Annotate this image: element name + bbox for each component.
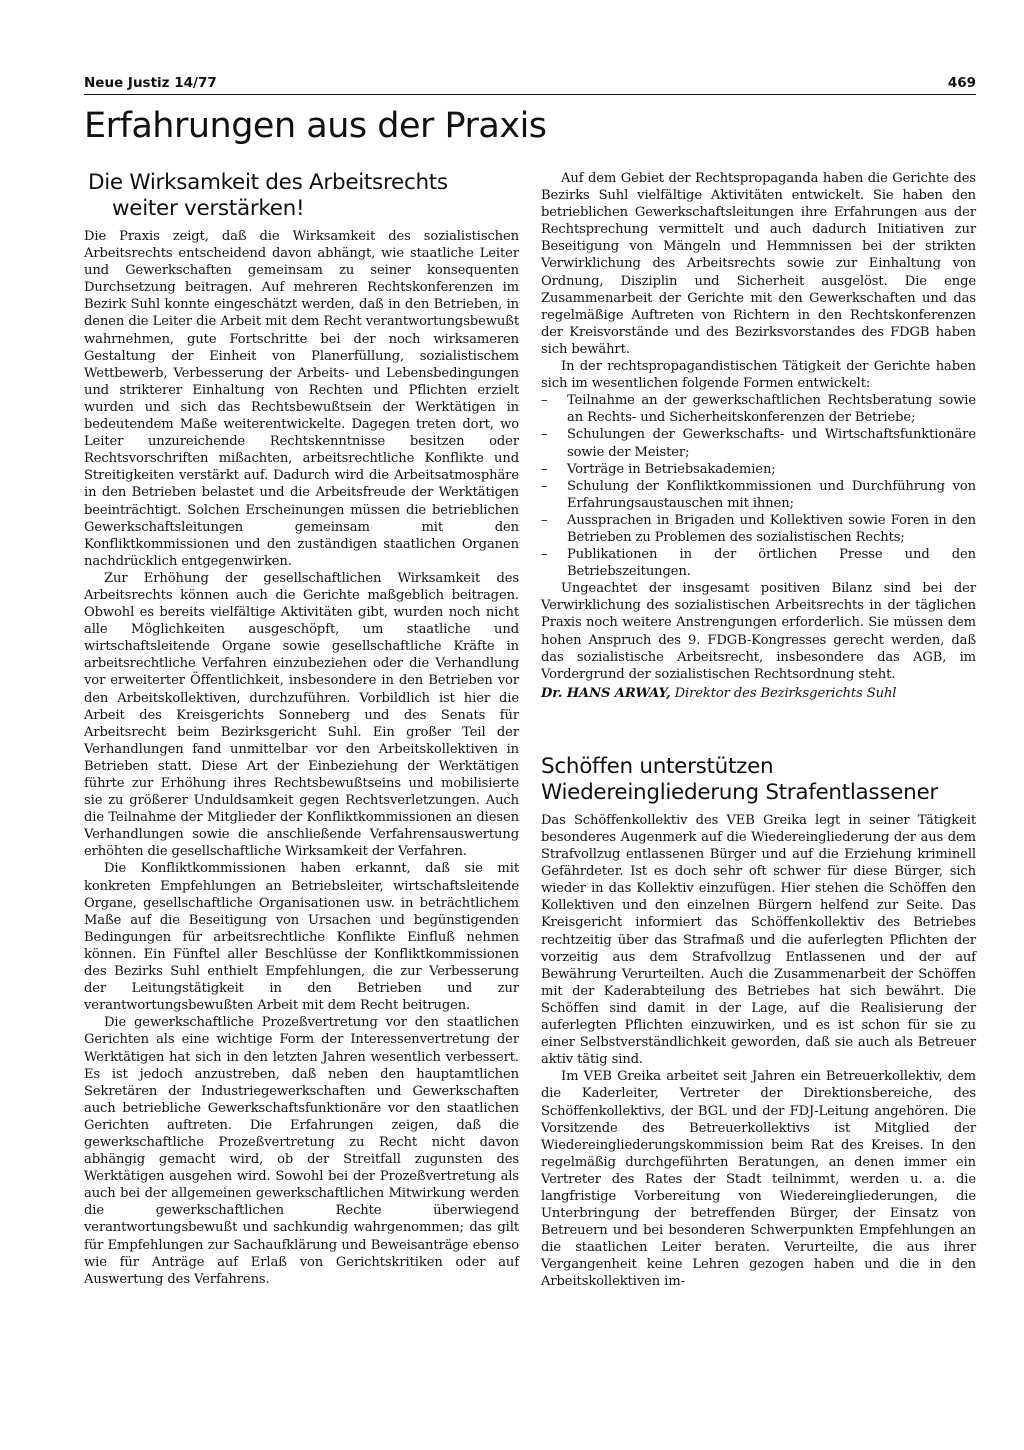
article1-signature bbox=[541, 685, 976, 702]
article-separator bbox=[541, 702, 976, 754]
article1-paragraph-5: Auf dem Gebiet der Rechtspropaganda haben die Gerichte des Bezirks Suhl vielfältige Aktivitäten entwickelt. Sie haben den betrieblichen Gewerkschaftsleitungen ihre Erfahrungen aus der Rechtsprechung vermittelt und auch dadurch Initiativen zur Beseitigung von Mängeln und Hemmnissen bei der strikten Verwirklichung des Arbeitsrechts sowie zur Einhaltung von Ordnung, Disziplin und Sicherheit ausgelöst. Die enge Zusammenarbeit der Gerichte mit den Gewerkschaften und das regelmäßige Auftreten von Richtern in den Rechtskonferenzen der Kreisvorstände und des Bezirksvorstandes des FDGB haben sich bewährt. bbox=[541, 171, 976, 357]
article2-headline-line1: Schöffen unterstützen bbox=[541, 753, 774, 779]
article1-paragraph-6: In der rechtspropagandistischen Tätigkeit der Gerichte haben sich im wesentlichen folgende Formen entwickelt: bbox=[541, 359, 976, 392]
section-title: Erfahrungen aus der Praxis bbox=[84, 106, 547, 146]
page-header bbox=[84, 72, 976, 95]
right-column bbox=[541, 170, 976, 1291]
list-item: – Schulungen der Gewerkschafts- und Wirtschaftsfunktionäre sowie der Meister; bbox=[541, 426, 976, 460]
author-role: Direktor des Bezirksgerichts Suhl bbox=[674, 685, 897, 701]
article2-headline bbox=[541, 754, 976, 806]
article1-headline bbox=[84, 170, 519, 222]
article1-headline-line2: weiter verstärken! bbox=[112, 196, 305, 221]
author-name: Dr. HANS ARWAY, bbox=[541, 685, 671, 701]
article1-paragraph-1: Die Praxis zeigt, daß die Wirksamkeit des sozialistischen Arbeitsrechts entscheidend davon abhängt, wie staatliche Leiter und Gewerkschaften gemeinsam zu seiner konsequenten Durchsetzung beitragen. Auf mehreren Rechtskonferenzen im Bezirk Suhl konnte eingeschätzt werden, daß in den Betrieben, in denen die Leiter die Arbeit mit dem Recht verantwortungsbewußt wahrnehmen, gute Fortschritte bei der noch wirksameren Gestaltung der Einheit von Planerfüllung, sozialistischem Wettbewerb, Verbesserung der Arbeits- und Lebensbedingungen und strikterer Einhaltung von Rechten und Pflichten erzielt wurden und sich das Rechtsbewußtsein der Werktätigen in bedeutendem Maße weiterentwickelte. Dagegen treten dort, wo Leiter unzureichende Rechtskenntnisse besitzen oder Rechtsvorschriften mißachten, arbeitsrechtliche Konflikte und Streitigkeiten verstärkt auf. Dadurch wird die Arbeitsatmosphäre in den Betrieben belastet und die Arbeitsfreude der Werktätigen beeinträchtigt. Solchen Erscheinungen müssen die betrieblichen Gewerkschaftsleitungen gemeinsam mit den Konfliktkommissionen und den zuständigen staatlichen Organen nachdrücklich entgegenwirken. bbox=[84, 229, 519, 569]
article1-paragraph-4: Die gewerkschaftliche Prozeßvertretung vor den staatlichen Gerichten als eine wichtige Form der Interessenvertretung der Werktätigen hat sich in den letzten Jahren wesentlich verbessert. Es ist jedoch anzustreben, daß neben den hauptamtlichen Sekretären der Industriegewerkschaften und Gewerkschaften auch betriebliche Gewerkschaftsfunktionäre vor den staatlichen Gerichten auftreten. Die Erfahrungen zeigen, daß die gewerkschaftliche Prozeßvertretung zu Recht nicht davon abhängig gemacht wird, ob der Streitfall zugunsten des Werktätigen ausgehen wird. Sowohl bei der Prozeßvertretung als auch bei der allgemeinen gewerkschaftlichen Mitwirkung werden die gewerkschaftlichen Rechte überwiegend verantwortungsbewußt und sachkundig wahrgenommen; das gilt für Empfehlungen zur Sachaufklärung und Beweisanträge ebenso wie für Anträge auf Erlaß von Gerichtskritiken oder auf Auswertung des Verfahrens. bbox=[84, 1015, 519, 1287]
rechtspropaganda-forms-list bbox=[541, 392, 976, 580]
left-column bbox=[84, 170, 519, 1288]
list-item: – Publikationen in der örtlichen Presse und den Betriebszeitungen. bbox=[541, 546, 976, 580]
article1-headline-line1: Die Wirksamkeit des Arbeitsrechts bbox=[88, 170, 448, 195]
article2-paragraph-1: Das Schöffenkollektiv des VEB Greika legt in seiner Tätigkeit besonderes Augenmerk auf die Wiedereingliederung der aus dem Strafvollzug entlassenen Bürger und auf die Erziehung kriminell Gefährdeter. Ist es doch sehr oft schwer für diese Bürger, sich wieder in das Kollektiv einzufügen. Hier stehen die Schöffen den Kollektiven und den einzelnen Bürgern helfend zur Seite. Das Kreisgericht informiert das Schöffenkollektiv des Betriebes rechtzeitig über das Strafmaß und die auferlegten Pflichten der vorzeitig aus dem Strafvollzug Entlassenen und der auf Bewährung Verurteilten. Auch die Zusammenarbeit der Schöffen mit der Kaderabteilung des Betriebes hat sich bewährt. Die Schöffen sind damit in der Lage, auf die Realisierung der auferlegten Pflichten einzuwirken, und es ist schon für sie zu einer Selbstverständlichkeit geworden, daß sie auch als Betreuer aktiv tätig sind. bbox=[541, 812, 976, 1068]
list-item: – Schulung der Konfliktkommissionen und Durchführung von Erfahrungsaustauschen mit ihnen; bbox=[541, 478, 976, 512]
article1-closing-paragraph: Ungeachtet der insgesamt positiven Bilanz sind bei der Verwirklichung des sozialistischen Arbeitsrechts in der täglichen Praxis noch weitere Anstrengungen erforderlich. Sie müssen dem hohen Anspruch des 9. FDGB-Kongresses gerecht werden, daß das sozialistische Arbeitsrecht, insbesondere das AGB, im Vordergrund der sozialistischen Rechtsordnung steht. bbox=[541, 581, 976, 682]
article1-paragraph-3: Die Konfliktkommissionen haben erkannt, daß sie mit konkreten Empfehlungen an Betriebsleiter, wirtschaftsleitende Organe, gesellschaftliche Organisationen usw. in beträchtlichem Maße auf die Beseitigung von Ursachen und begünstigenden Bedingungen für arbeitsrechtliche Konflikte Einfluß nehmen können. Ein Fünftel aller Beschlüsse der Konfliktkommissionen des Bezirks Suhl enthielt Empfehlungen, die zur Verbesserung der Leitungstätigkeit in den Betrieben und zur verantwortungsbewußten Arbeit mit dem Recht beitrugen. bbox=[84, 861, 519, 1014]
article1-paragraph-2: Zur Erhöhung der gesellschaftlichen Wirksamkeit des Arbeitsrechts können auch die Gerichte maßgeblich beitragen. Obwohl es bereits vielfältige Aktivitäten gibt, wurden noch nicht alle Möglichkeiten ausgeschöpft, um staatliche und wirtschaftsleitende Organe sowie gesellschaftliche Kräfte in arbeitsrechtliche Verfahren einzubeziehen oder die Verhandlung vor erweiterter Öffentlichkeit, insbesondere in den Betrieben vor den Arbeitskollektiven, durchzuführen. Vorbildlich ist hier die Arbeit des Kreisgerichts Sonneberg und des Senats für Arbeitsrecht beim Bezirksgericht Suhl. Ein großer Teil der Verhandlungen fand unmittelbar vor den Arbeitskollektiven in Betrieben statt. Diese Art der Einbeziehung der Werktätigen führte zur Erhöhung ihres Rechtsbewußtseins und mobilisierte sie zu größerer Unduldsamkeit gegen Rechtsverletzungen. Auch die Teilnahme der Mitglieder der Konfliktkommissionen an diesen Verhandlungen sowie die anschließende Verfahrensauswertung erhöhten die gesellschaftliche Wirksamkeit der Verfahren. bbox=[84, 570, 519, 860]
article2-paragraph-2: Im VEB Greika arbeitet seit Jahren ein Betreuerkollektiv, dem die Kaderleiter, Vertreter der Direktionsbereiche, des Schöffenkollektivs, der BGL und der FDJ-Leitung angehören. Die Vorsitzende des Betreuerkollektivs ist Mitglied der Wiedereingliederungskommission beim Rat des Kreises. In den regelmäßig durchgeführten Beratungen, an denen immer ein Vertreter des Rates der Stadt teilnimmt, werden u. a. die langfristige Vorbereitung von Wiedereingliederungen, die Unterbringung der betreffenden Bürger, der Einsatz von Betreuern und bei besonderen Schwerpunkten Empfehlungen an die staatlichen Leiter beraten. Verurteilte, die aus ihrer Vergangenheit keine Lehren gezogen haben und die in den Arbeitskollektiven im- bbox=[541, 1069, 976, 1290]
list-item: – Teilnahme an der gewerkschaftlichen Rechtsberatung sowie an Rechts- und Sicherheitskonferenzen der Betriebe; bbox=[541, 392, 976, 426]
list-item: – Vorträge in Betriebsakademien; bbox=[541, 461, 976, 478]
journal-issue: Neue Justiz 14/77 bbox=[84, 75, 217, 91]
list-item: – Aussprachen in Brigaden und Kollektiven sowie Foren in den Betrieben zu Problemen des sozialistischen Rechts; bbox=[541, 512, 976, 546]
page-number: 469 bbox=[947, 75, 976, 91]
article2-headline-line2: Wiedereingliederung Strafentlassener bbox=[541, 779, 938, 805]
